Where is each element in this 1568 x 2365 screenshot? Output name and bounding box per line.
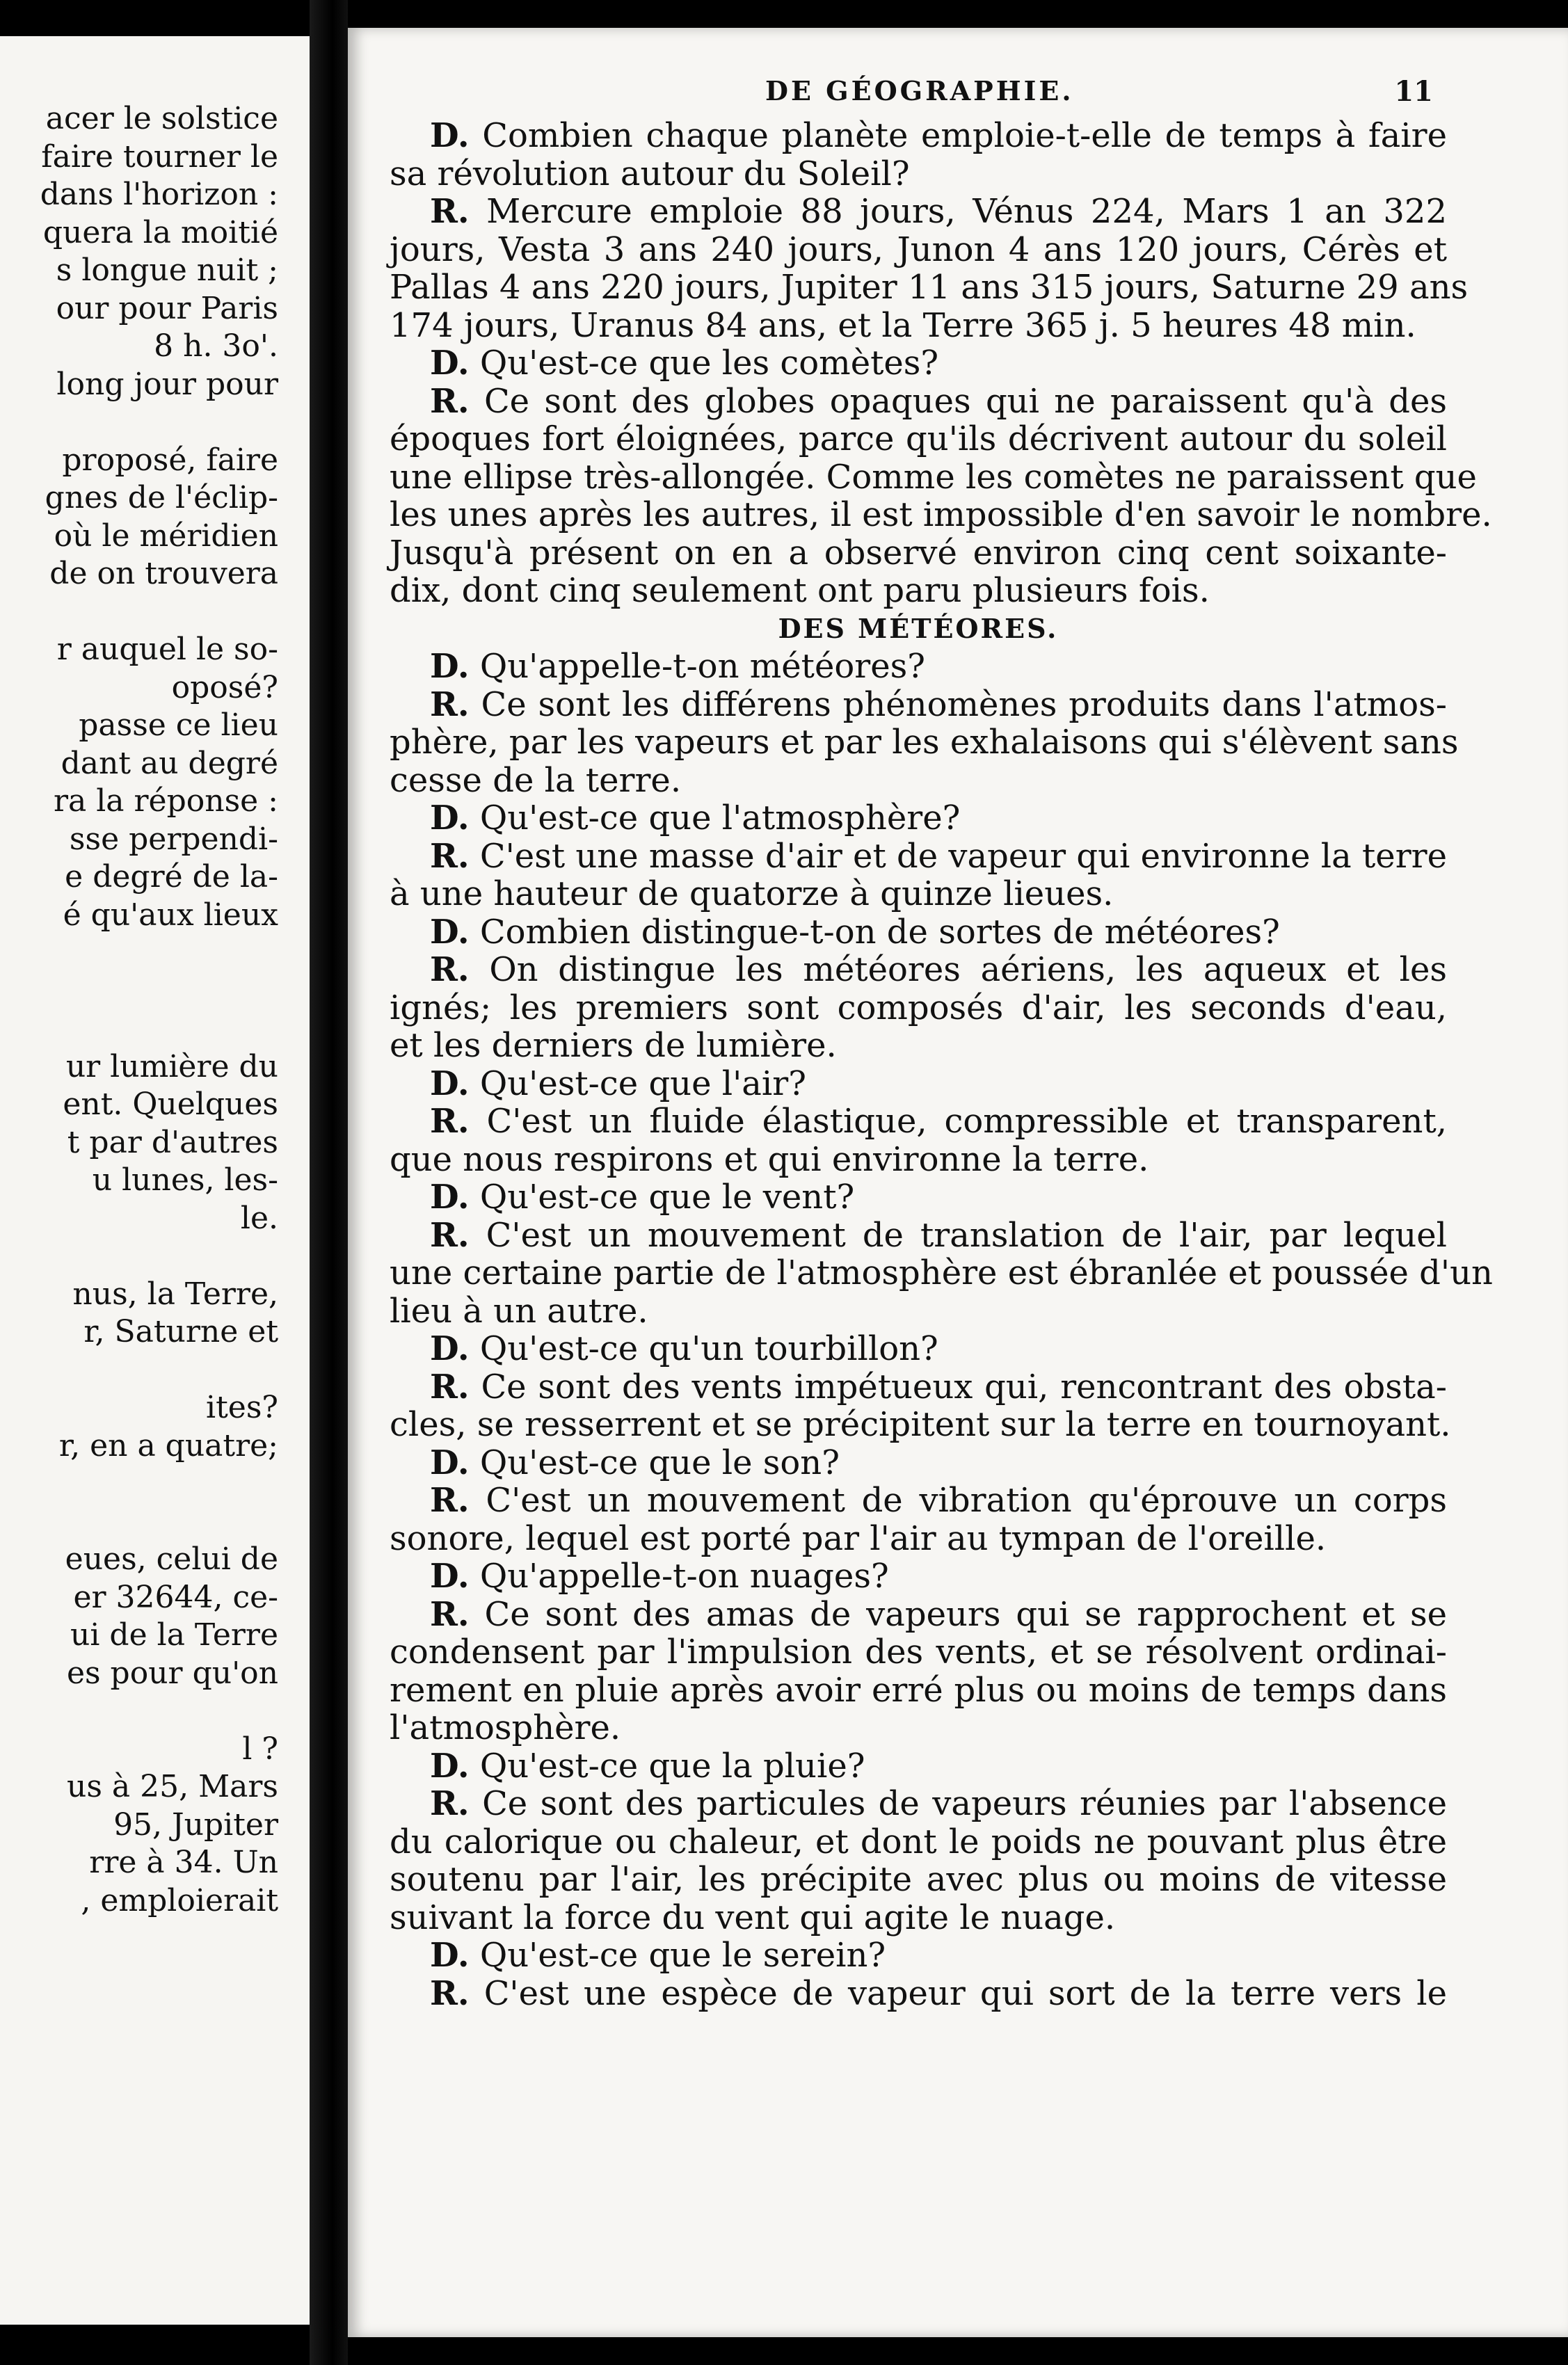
left-page-line: [0, 1237, 278, 1276]
line-text: époques fort éloignées, parce qu'ils décrivent autour du soleil: [390, 419, 1447, 458]
line-text: Qu'est-ce qu'un tourbillon?: [479, 1329, 938, 1368]
page-number: 11: [1394, 75, 1433, 108]
question-line: [390, 799, 1447, 837]
speaker-marker: D.: [430, 1329, 470, 1368]
left-page-line: [0, 1465, 278, 1503]
left-page-line: us à 25, Mars: [67, 1769, 278, 1804]
line-text: ignés; les premiers sont composés d'air, les seconds d'eau,: [390, 988, 1447, 1027]
text-line: [390, 989, 1447, 1027]
line-text: à une hauteur de quatorze à quinze lieues.: [390, 874, 1114, 913]
line-text: 174 jours, Uranus 84 ans, et la Terre 365 j. 5 heures 48 min.: [390, 305, 1416, 345]
answer-line: [390, 951, 1447, 989]
line-text: les unes après les autres, il est impossible d'en savoir le nombre.: [390, 495, 1492, 534]
left-page-line: rre à 34. Un: [89, 1845, 278, 1880]
text-line: [390, 1253, 1493, 1292]
left-page-line: dant au degré: [61, 745, 278, 781]
line-text: rement en pluie après avoir erré plus ou moins de temps dans: [390, 1670, 1447, 1710]
line-text: Qu'est-ce que le vent?: [479, 1178, 855, 1217]
line-text: Qu'est-ce que l'air?: [479, 1064, 806, 1103]
left-page-line: , emploierait: [81, 1882, 278, 1918]
line-text: Qu'est-ce que le serein?: [479, 1936, 886, 1975]
question-line: [390, 1557, 1447, 1596]
speaker-marker: D.: [430, 1064, 470, 1103]
line-text: sonore, lequel est porté par l'air au tympan de l'oreille.: [390, 1518, 1327, 1558]
text-line: [390, 457, 1477, 497]
speaker-marker: R.: [430, 1594, 470, 1634]
speaker-marker: D.: [430, 912, 470, 952]
text-line: [390, 534, 1447, 572]
line-text: Ce sont les différens phénomènes produits dans l'atmos-: [481, 684, 1447, 724]
line-text: du calorique ou chaleur, et dont le poids ne pouvant plus être: [390, 1822, 1447, 1861]
answer-line: [390, 1596, 1447, 1634]
speaker-marker: R.: [430, 1481, 470, 1520]
text-line: [390, 1141, 1447, 1179]
answer-line: [390, 1103, 1447, 1141]
text-line: [390, 231, 1447, 269]
text-line: [390, 1292, 1447, 1331]
line-text: dix, dont cinq seulement ont paru plusieurs fois.: [390, 571, 1210, 610]
line-text: Combien distingue-t-on de sortes de météores?: [479, 912, 1280, 952]
question-line: [390, 344, 1447, 383]
line-text: Jusqu'à présent on en a observé environ cinq cent soixante-: [390, 533, 1447, 572]
text-line: [390, 875, 1447, 913]
speaker-marker: D.: [430, 799, 470, 837]
line-text: suivant la force du vent qui agite le nuage.: [390, 1898, 1116, 1937]
speaker-marker: R.: [430, 1215, 470, 1255]
left-page-text: [0, 100, 278, 1920]
line-text: Pallas 4 ans 220 jours, Jupiter 11 ans 315 jours, Saturne 29 ans: [390, 268, 1469, 307]
left-page-line: [0, 1010, 278, 1048]
left-page-line: t par d'autres: [67, 1124, 278, 1160]
left-page-line: 95, Jupiter: [113, 1806, 278, 1843]
question-line: [390, 1065, 1447, 1103]
question-line: [390, 648, 1447, 686]
answer-line: [390, 1368, 1447, 1406]
line-text: condensent par l'impulsion des vents, et se résolvent ordinai-: [390, 1633, 1447, 1671]
text-line: [390, 1709, 1447, 1747]
text-line: [390, 1823, 1447, 1861]
left-page-line: é qu'aux lieux: [63, 897, 278, 933]
speaker-marker: D.: [430, 647, 470, 686]
line-text: Qu'est-ce que le son?: [479, 1443, 840, 1482]
book-gutter: [310, 0, 348, 2365]
line-text: l'atmosphère.: [390, 1708, 621, 1747]
question-line: [390, 1937, 1447, 1975]
left-page-line: où le méridien: [54, 518, 278, 554]
line-text: C'est une masse d'air et de vapeur qui environne la terre: [479, 836, 1447, 876]
speaker-marker: D.: [430, 1557, 470, 1596]
text-line: [390, 495, 1492, 534]
line-text: une certaine partie de l'atmosphère est ébranlée et poussée d'un: [390, 1253, 1493, 1292]
line-text: sa révolution autour du Soleil?: [390, 154, 910, 193]
speaker-marker: R.: [430, 1367, 470, 1406]
line-text: On distingue les météores aériens, les aqueux et les: [489, 950, 1447, 989]
speaker-marker: R.: [430, 192, 470, 231]
text-line: [390, 307, 1447, 345]
line-text: Qu'appelle-t-on météores?: [479, 647, 925, 686]
text-line: [390, 723, 1459, 762]
line-text: Mercure emploie 88 jours, Vénus 224, Mars 1 an 322: [486, 192, 1447, 231]
line-text: Ce sont des particules de vapeurs réunies par l'absence: [482, 1784, 1447, 1823]
line-text: Ce sont des vents impétueux qui, rencontrant des obsta-: [481, 1367, 1447, 1406]
page-header: [348, 75, 1433, 117]
left-page-line: 8 h. 3o'.: [154, 328, 278, 364]
line-text: cesse de la terre.: [390, 760, 682, 800]
left-page-line: our pour Paris: [56, 290, 278, 326]
speaker-marker: R.: [430, 1102, 470, 1141]
left-page-line: [0, 972, 278, 1011]
text-line: [390, 762, 1447, 800]
text-line: [390, 1899, 1447, 1937]
left-page-line: s longue nuit ;: [56, 252, 278, 288]
text-line: [390, 1405, 1451, 1444]
left-page-line: ent. Quelques: [63, 1087, 278, 1122]
speaker-marker: D.: [430, 116, 470, 155]
line-text: Combien chaque planète emploie-t-elle de temps à faire: [482, 116, 1447, 155]
line-text: Qu'est-ce que l'atmosphère?: [479, 799, 961, 837]
left-page-line: ur lumière du: [65, 1048, 278, 1084]
left-page-line: ites?: [206, 1390, 278, 1425]
left-page-line: faire tourner le: [41, 138, 278, 175]
left-page-line: e degré de la-: [65, 859, 278, 895]
right-page: [348, 28, 1568, 2337]
answer-line: [390, 837, 1447, 876]
left-facing-page: [0, 36, 310, 2325]
line-text: C'est un mouvement de translation de l'air, par lequel: [486, 1215, 1447, 1255]
text-line: [390, 420, 1447, 458]
line-text: C'est un mouvement de vibration qu'éprouve un corps: [486, 1481, 1447, 1520]
left-page-line: [0, 934, 278, 972]
left-page-line: es pour qu'on: [66, 1655, 278, 1691]
text-line: [390, 1861, 1447, 1899]
left-page-line: nus, la Terre,: [72, 1276, 278, 1312]
question-line: [390, 1444, 1447, 1482]
speaker-marker: R.: [430, 1784, 470, 1823]
speaker-marker: R.: [430, 1973, 470, 2013]
line-text: jours, Vesta 3 ans 240 jours, Junon 4 ans 120 jours, Cérès et: [390, 230, 1447, 269]
left-page-line: proposé, faire: [62, 442, 278, 478]
left-page-line: ui de la Terre: [70, 1617, 278, 1653]
line-text: Ce sont des globes opaques qui ne paraissent qu'à des: [483, 381, 1447, 421]
left-page-line: u lunes, les-: [92, 1162, 278, 1198]
line-text: C'est un fluide élastique, compressible et transparent,: [486, 1102, 1447, 1141]
answer-line: [390, 383, 1447, 421]
question-line: [390, 117, 1447, 155]
line-text: et les derniers de lumière.: [390, 1026, 837, 1065]
left-page-line: passe ce lieu: [79, 707, 278, 743]
line-text: phère, par les vapeurs et par les exhalaisons qui s'élèvent sans: [390, 723, 1459, 762]
line-text: lieu à un autre.: [390, 1291, 648, 1331]
answer-line: [390, 1217, 1447, 1255]
line-text: soutenu par l'air, les précipite avec plus ou moins de vitesse: [390, 1860, 1447, 1899]
text-line: [390, 1027, 1447, 1065]
line-text: Ce sont des amas de vapeurs qui se rapprochent et se: [484, 1594, 1447, 1634]
left-page-line: ra la réponse :: [53, 783, 278, 819]
left-page-line: [0, 1503, 278, 1541]
line-text: Qu'est-ce que la pluie?: [479, 1746, 865, 1786]
speaker-marker: D.: [430, 1178, 470, 1217]
left-page-line: [0, 1352, 278, 1390]
speaker-marker: R.: [430, 950, 470, 989]
question-line: [390, 1178, 1447, 1217]
left-page-line: quera la moitié: [42, 214, 278, 250]
left-page-line: r, Saturne et: [83, 1314, 278, 1349]
question-line: [390, 1330, 1447, 1368]
answer-line: [390, 686, 1447, 724]
left-page-line: [0, 593, 278, 632]
speaker-marker: D.: [430, 344, 470, 383]
text-line: [390, 1633, 1447, 1671]
speaker-marker: R.: [430, 684, 470, 724]
page-body: [390, 116, 1493, 2013]
speaker-marker: R.: [430, 836, 470, 876]
text-line: [390, 268, 1469, 307]
text-line: [390, 572, 1447, 610]
text-line: [390, 1520, 1447, 1558]
left-page-line: oposé?: [171, 669, 278, 705]
left-page-line: de on trouvera: [49, 556, 278, 591]
running-title: DE GÉOGRAPHIE.: [765, 75, 1074, 106]
line-text: que nous respirons et qui environne la terre.: [390, 1139, 1149, 1179]
answer-line: [390, 193, 1447, 231]
line-text: C'est une espèce de vapeur qui sort de la terre vers le: [483, 1973, 1447, 2013]
left-page-line: r, en a quatre;: [58, 1427, 278, 1464]
left-page-line: l ?: [242, 1731, 278, 1767]
left-page-line: [0, 1692, 278, 1731]
left-page-line: sse perpendi-: [69, 821, 278, 857]
line-text: une ellipse très-allongée. Comme les comètes ne paraissent que: [390, 457, 1477, 497]
speaker-marker: R.: [430, 381, 470, 421]
text-line: [390, 155, 1447, 193]
left-page-line: r auquel le so-: [56, 632, 278, 667]
speaker-marker: D.: [430, 1443, 470, 1482]
left-page-line: [0, 403, 278, 442]
left-page-line: acer le solstice: [45, 101, 278, 136]
section-heading: DES MÉTÉORES.: [778, 612, 1059, 644]
left-page-line: er 32644, ce-: [73, 1579, 278, 1615]
speaker-marker: D.: [430, 1936, 470, 1975]
answer-line: [390, 1785, 1447, 1823]
line-text: cles, se resserrent et se précipitent sur la terre en tournoyant.: [390, 1405, 1451, 1444]
line-text: Qu'appelle-t-on nuages?: [479, 1557, 889, 1596]
answer-line: [390, 1482, 1447, 1520]
line-text: Qu'est-ce que les comètes?: [479, 344, 939, 383]
left-page-line: long jour pour: [56, 366, 278, 402]
left-page-line: eues, celui de: [65, 1541, 278, 1577]
left-page-line: gnes de l'éclip-: [45, 480, 278, 515]
speaker-marker: D.: [430, 1746, 470, 1786]
text-line: [390, 1671, 1447, 1710]
left-page-line: le.: [240, 1200, 278, 1236]
answer-line: [390, 1975, 1447, 2013]
question-line: [390, 913, 1447, 952]
question-line: [390, 1747, 1447, 1786]
left-page-line: dans l'horizon :: [40, 177, 278, 212]
